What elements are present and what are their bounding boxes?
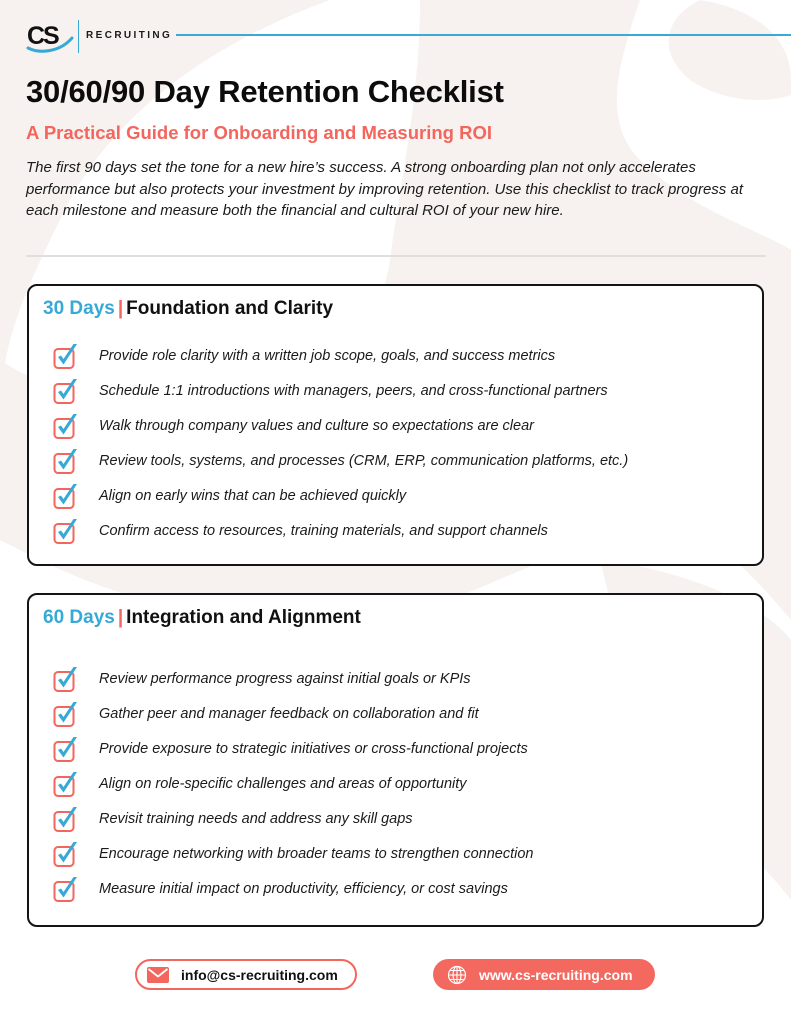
checklist-item-text: Align on role-specific challenges and areas of opportunity	[99, 775, 467, 792]
checklist-item-text: Review performance progress against initial goals or KPIs	[99, 670, 471, 687]
checklist-item[interactable]	[53, 443, 628, 478]
page-title: 30/60/90 Day Retention Checklist	[26, 74, 504, 109]
checkbox-checked-icon[interactable]	[53, 665, 79, 693]
envelope-icon	[147, 967, 169, 983]
checklist-item[interactable]	[53, 373, 628, 408]
checklist-item-text: Provide role clarity with a written job scope, goals, and success metrics	[99, 347, 556, 364]
checklist-item-text: Review tools, systems, and processes (CRM, ERP, communication platforms, etc.)	[99, 452, 629, 469]
checkbox-checked-icon[interactable]	[53, 770, 79, 798]
email-label: info@cs-recruiting.com	[181, 966, 338, 983]
checklist-item-text: Encourage networking with broader teams to strengthen connection	[99, 845, 534, 862]
website-link[interactable]	[433, 959, 655, 990]
checklist-item[interactable]	[53, 731, 533, 766]
section-days: 60 Days	[43, 607, 115, 628]
checkbox-checked-icon[interactable]	[53, 840, 79, 868]
checklist-item[interactable]	[53, 338, 628, 373]
checklist-item[interactable]	[53, 661, 533, 696]
section-30-days	[27, 284, 764, 566]
checklist-item[interactable]	[53, 801, 533, 836]
checkbox-checked-icon[interactable]	[53, 412, 79, 440]
svg-text:CS: CS	[27, 22, 58, 50]
section-heading	[43, 607, 361, 629]
checklist-item-text: Confirm access to resources, training materials, and support channels	[99, 522, 548, 539]
cs-logo-icon	[26, 20, 74, 54]
checkbox-checked-icon[interactable]	[53, 700, 79, 728]
section-60-days	[27, 593, 764, 927]
checklist-item-text: Provide exposure to strategic initiatives or cross-functional projects	[99, 740, 528, 757]
section-name: Foundation and Clarity	[126, 298, 334, 319]
intro-paragraph: The first 90 days set the tone for a new hire’s success. A strong onboarding plan not only accelerates performance but also protects your investment by improving retention. Use this checklist to track progress at each milestone and measure both the financial and cultural ROI of your new hire.	[26, 159, 743, 219]
checklist-item-text: Revisit training needs and address any skill gaps	[99, 810, 413, 827]
checklist-item[interactable]	[53, 836, 533, 871]
header-rule	[176, 34, 791, 36]
checkbox-checked-icon[interactable]	[53, 735, 79, 763]
checklist-item-text: Measure initial impact on productivity, efficiency, or cost savings	[99, 880, 508, 897]
checklist-item[interactable]	[53, 513, 628, 548]
checklist-item-text: Walk through company values and culture so expectations are clear	[99, 417, 534, 434]
checklist-item[interactable]	[53, 871, 533, 906]
checklist-item-text: Schedule 1:1 introductions with managers, peers, and cross-functional partners	[99, 382, 608, 399]
logo-divider	[78, 20, 79, 53]
website-label: www.cs-recruiting.com	[479, 966, 633, 983]
checkbox-checked-icon[interactable]	[53, 377, 79, 405]
checkbox-checked-icon[interactable]	[53, 517, 79, 545]
section-name: Integration and Alignment	[126, 607, 361, 628]
brand-header	[26, 20, 791, 54]
checklist-item-text: Gather peer and manager feedback on collaboration and fit	[99, 705, 479, 722]
checkbox-checked-icon[interactable]	[53, 342, 79, 370]
checkbox-checked-icon[interactable]	[53, 875, 79, 903]
checklist-item[interactable]	[53, 408, 628, 443]
checklist-item[interactable]	[53, 766, 533, 801]
heading-separator: |	[117, 607, 124, 628]
checklist	[53, 661, 533, 906]
globe-icon	[447, 965, 467, 985]
email-link[interactable]	[135, 959, 357, 990]
section-divider	[26, 255, 766, 257]
checkbox-checked-icon[interactable]	[53, 482, 79, 510]
section-days: 30 Days	[43, 298, 115, 319]
section-heading	[43, 298, 333, 320]
checklist-item[interactable]	[53, 478, 628, 513]
checklist-item-text: Align on early wins that can be achieved quickly	[99, 487, 407, 504]
brand-wordmark: RECRUITING	[86, 30, 173, 41]
page-subtitle: A Practical Guide for Onboarding and Measuring ROI	[26, 122, 492, 143]
checkbox-checked-icon[interactable]	[53, 447, 79, 475]
checklist-item[interactable]	[53, 696, 533, 731]
heading-separator: |	[117, 298, 124, 319]
checkbox-checked-icon[interactable]	[53, 805, 79, 833]
checklist	[53, 338, 628, 548]
